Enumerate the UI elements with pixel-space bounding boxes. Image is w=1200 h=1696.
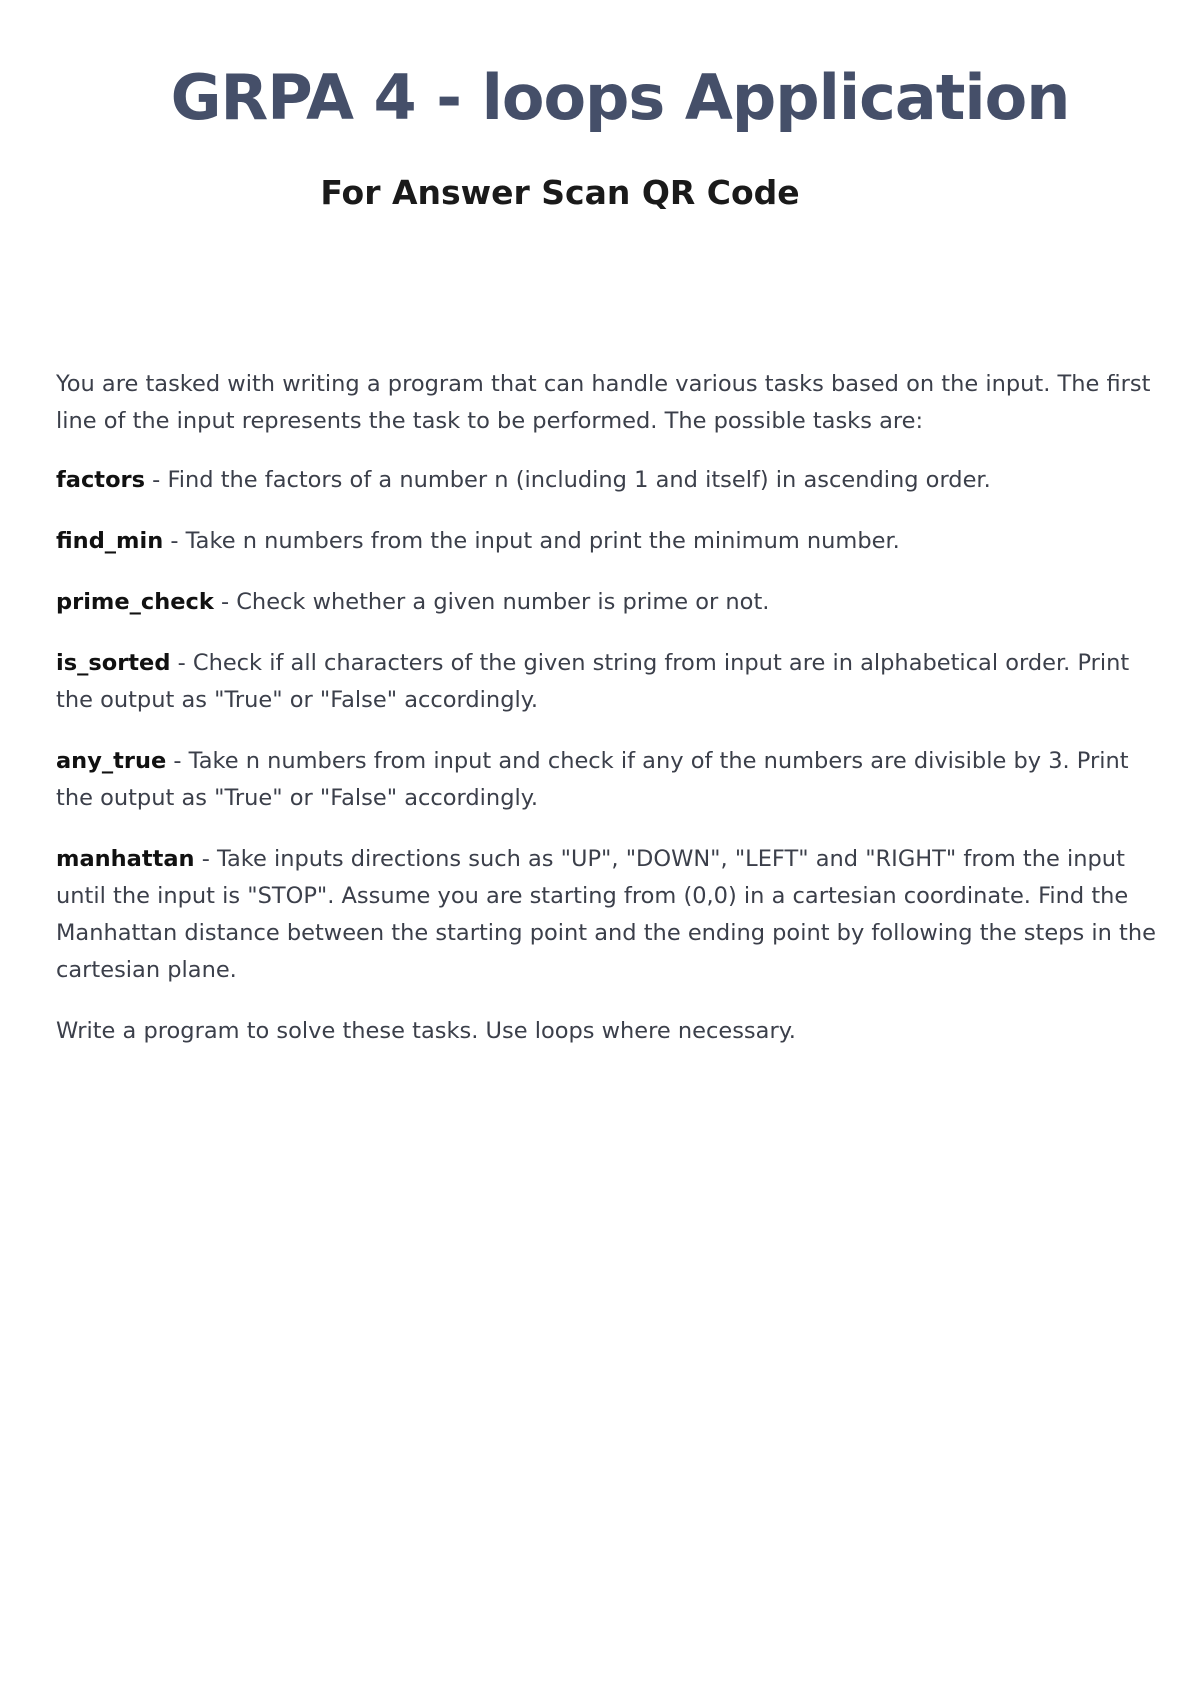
task-keyword: is_sorted bbox=[56, 650, 171, 676]
task-keyword: manhattan bbox=[56, 846, 195, 872]
task-item-any-true bbox=[56, 743, 1166, 817]
task-keyword: factors bbox=[56, 467, 146, 493]
task-text: - Check if all characters of the given string from input are in alphabetical order. Print the output as "True" or "False" accordingly. bbox=[56, 650, 1130, 713]
task-item-prime-check bbox=[56, 584, 1166, 621]
task-text: - Find the factors of a number n (including 1 and itself) in ascending order. bbox=[145, 467, 991, 493]
task-text: - Take inputs directions such as "UP", "DOWN", "LEFT" and "RIGHT" from the input until the input is "STOP". Assume you are starting from (0,0) in a cartesian coordinate. Find the Manhattan distance between the starting point and the ending point by following the steps in the cartesian plane. bbox=[56, 846, 1156, 983]
page-subtitle: For Answer Scan QR Code bbox=[320, 173, 800, 212]
task-item-is-sorted bbox=[56, 645, 1166, 719]
task-keyword: find_min bbox=[56, 528, 164, 554]
task-text: - Check whether a given number is prime or not. bbox=[213, 589, 770, 615]
task-description bbox=[56, 366, 1166, 1050]
intro-paragraph: You are tasked with writing a program that can handle various tasks based on the input. The first line of the input represents the task to be performed. The possible tasks are: bbox=[56, 371, 1151, 434]
task-keyword: any_true bbox=[56, 748, 167, 774]
task-text: - Take n numbers from input and check if any of the numbers are divisible by 3. Print the output as "True" or "False" accordingly. bbox=[56, 748, 1129, 811]
task-text: - Take n numbers from the input and print the minimum number. bbox=[163, 528, 900, 554]
page-title: GRPA 4 - loops Application bbox=[170, 61, 1070, 134]
task-item-factors bbox=[56, 462, 1166, 499]
task-keyword: prime_check bbox=[56, 589, 214, 615]
task-item-find-min bbox=[56, 523, 1166, 560]
closing-paragraph: Write a program to solve these tasks. Use loops where necessary. bbox=[56, 1018, 796, 1044]
task-item-manhattan bbox=[56, 841, 1166, 989]
